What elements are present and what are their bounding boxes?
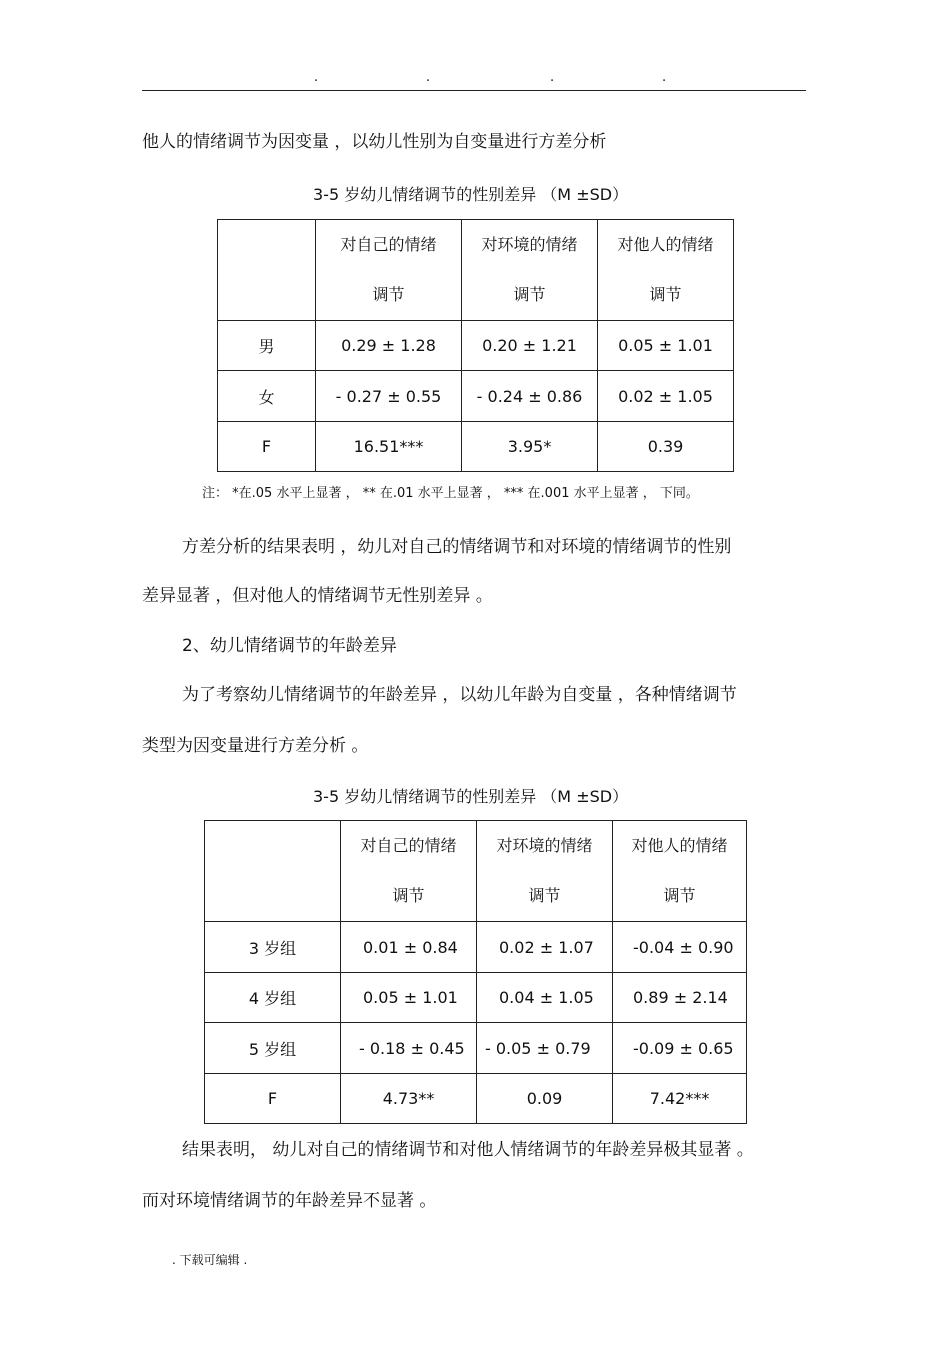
table-corner-cell xyxy=(218,220,316,321)
row-label: 5 岁组 xyxy=(205,1023,341,1074)
header-dot: . xyxy=(426,70,431,85)
table-cell: 3.95* xyxy=(462,422,598,472)
age-paragraph-line1: 为了考察幼儿情绪调节的年龄差异 ，以幼儿年龄为自变量 ，各种情绪调节 xyxy=(182,685,737,705)
table-row xyxy=(205,1074,747,1124)
table-cell: - 0.24 ± 0.86 xyxy=(462,371,598,422)
table-corner-cell xyxy=(205,821,341,922)
column-header xyxy=(341,821,477,922)
column-header-line: 对环境的情绪 xyxy=(496,836,593,855)
intro-paragraph: 他人的情绪调节为因变量 ，以幼儿性别为自变量进行方差分析 xyxy=(142,132,607,152)
section-heading: 2、幼儿情绪调节的年龄差异 xyxy=(182,636,397,656)
table-cell: 0.20 ± 1.21 xyxy=(462,321,598,371)
table-row xyxy=(205,1023,747,1074)
row-label: 女 xyxy=(218,371,316,422)
table-cell: -0.04 ± 0.90 xyxy=(613,922,747,973)
table-cell: 0.39 xyxy=(598,422,734,472)
column-header-line: 对自己的情绪 xyxy=(360,836,457,855)
result2-paragraph-line2: 而对环境情绪调节的年龄差异不显著 。 xyxy=(142,1191,437,1211)
row-label: 3 岁组 xyxy=(205,922,341,973)
header-dot: . xyxy=(314,70,319,85)
column-header-line: 对环境的情绪 xyxy=(481,235,578,254)
table-cell: - 0.05 ± 0.79 xyxy=(477,1023,613,1074)
table-row xyxy=(218,371,734,422)
table1-note: 注： *在.05 水平上显著 ， ** 在.01 水平上显著 ， *** 在.001 水平上显著 ， 下同。 xyxy=(202,486,699,501)
header-dot: . xyxy=(662,70,667,85)
column-header xyxy=(462,220,598,321)
table-cell: 0.89 ± 2.14 xyxy=(613,973,747,1023)
column-header xyxy=(477,821,613,922)
table-row xyxy=(205,922,747,973)
table-cell: 16.51*** xyxy=(316,422,462,472)
table-cell: 0.29 ± 1.28 xyxy=(316,321,462,371)
table1-caption: 3-5 岁幼儿情绪调节的性别差异 （M ±SD） xyxy=(313,185,629,204)
column-header-line: 对他人的情绪 xyxy=(617,235,714,254)
column-header-line: 调节 xyxy=(372,285,405,304)
column-header-line: 对自己的情绪 xyxy=(340,235,437,254)
column-header xyxy=(613,821,747,922)
column-header-line: 调节 xyxy=(663,886,696,905)
row-label: 4 岁组 xyxy=(205,973,341,1023)
table-cell: 0.04 ± 1.05 xyxy=(477,973,613,1023)
table-gender-difference xyxy=(217,219,734,472)
table-row xyxy=(218,422,734,472)
page-header-dots xyxy=(142,70,806,90)
age-paragraph-line2: 类型为因变量进行方差分析 。 xyxy=(142,736,369,756)
result1-paragraph-line1: 方差分析的结果表明 ，幼儿对自己的情绪调节和对环境的情绪调节的性别 xyxy=(182,537,732,557)
column-header-line: 对他人的情绪 xyxy=(631,836,728,855)
table-age-difference xyxy=(204,820,747,1124)
column-header-line: 调节 xyxy=(513,285,546,304)
column-header-line: 调节 xyxy=(392,886,425,905)
column-header xyxy=(316,220,462,321)
table-header-row xyxy=(218,220,734,321)
result2-paragraph-line1: 结果表明， 幼儿对自己的情绪调节和对他人情绪调节的年龄差异极其显著 。 xyxy=(182,1140,754,1160)
row-label: 男 xyxy=(218,321,316,371)
table-cell: 0.02 ± 1.07 xyxy=(477,922,613,973)
header-rule xyxy=(142,90,806,91)
table-cell: 0.02 ± 1.05 xyxy=(598,371,734,422)
header-dot: . xyxy=(550,70,555,85)
column-header-line: 调节 xyxy=(649,285,682,304)
table-cell: 7.42*** xyxy=(613,1074,747,1124)
result1-paragraph-line2: 差异显著 ，但对他人的情绪调节无性别差异 。 xyxy=(142,586,493,606)
table2-caption: 3-5 岁幼儿情绪调节的性别差异 （M ±SD） xyxy=(313,787,629,806)
table-row xyxy=(218,321,734,371)
table-cell: 0.09 xyxy=(477,1074,613,1124)
table-cell: - 0.18 ± 0.45 xyxy=(341,1023,477,1074)
table-header-row xyxy=(205,821,747,922)
page-footer: . 下载可编辑 . xyxy=(172,1253,248,1267)
row-label: F xyxy=(218,422,316,472)
table-cell: -0.09 ± 0.65 xyxy=(613,1023,747,1074)
column-header xyxy=(598,220,734,321)
table-cell: 4.73** xyxy=(341,1074,477,1124)
table-cell: - 0.27 ± 0.55 xyxy=(316,371,462,422)
column-header-line: 调节 xyxy=(528,886,561,905)
table-row xyxy=(205,973,747,1023)
table-cell: 0.01 ± 0.84 xyxy=(341,922,477,973)
table-cell: 0.05 ± 1.01 xyxy=(341,973,477,1023)
row-label: F xyxy=(205,1074,341,1124)
table-cell: 0.05 ± 1.01 xyxy=(598,321,734,371)
